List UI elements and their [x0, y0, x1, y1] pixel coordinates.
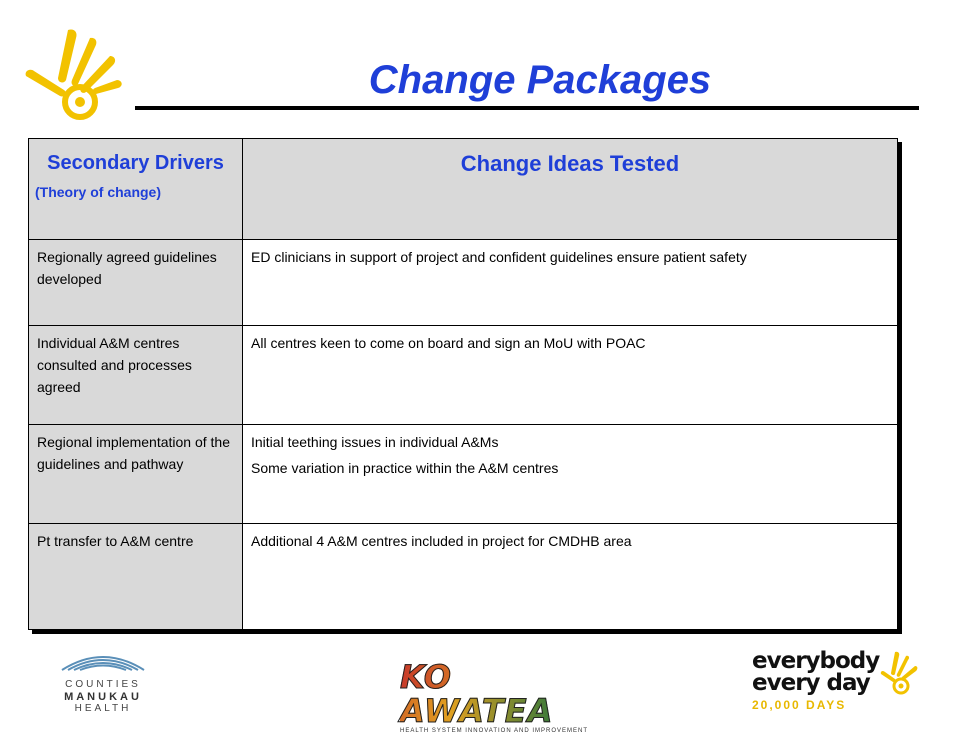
header-secondary-drivers-title: Secondary Drivers: [47, 152, 224, 174]
header-change-ideas: Change Ideas Tested: [243, 139, 898, 240]
ideas-cell: [243, 425, 898, 524]
ko-awatea-text: KO AWATEA: [400, 658, 554, 730]
table-header-row: [29, 139, 898, 240]
hand-small-icon: [879, 650, 919, 696]
idea-text: All centres keen to come on board and sign an MoU with POAC: [251, 335, 646, 351]
title-divider: [135, 106, 919, 110]
hand-logo-icon: [22, 28, 137, 123]
ideas-cell: [243, 326, 898, 425]
ko-awatea-tagline: HEALTH SYSTEM INNOVATION AND IMPROVEMENT: [400, 728, 589, 734]
idea-text: Additional 4 A&M centres included in project for CMDHB area: [251, 533, 632, 549]
change-packages-table: [28, 138, 898, 630]
driver-cell: Individual A&M centres consulted and processes agreed: [29, 326, 243, 425]
cm-line1: COUNTIES: [65, 679, 141, 690]
ideas-cell: [243, 240, 898, 326]
page-title: Change Packages: [368, 58, 712, 102]
table-row: [29, 326, 898, 425]
ed-line2: every day: [752, 670, 870, 696]
ko-awatea-logo: [400, 658, 590, 734]
idea-text: Some variation in practice within the A&M centres: [251, 460, 559, 476]
idea-text: Initial teething issues in individual A&Ms: [251, 434, 499, 450]
header-secondary-drivers-subtitle: (Theory of change): [35, 184, 162, 200]
driver-cell: Pt transfer to A&M centre: [29, 524, 243, 630]
ideas-cell: [243, 524, 898, 630]
cm-line2: MANUKAU: [64, 691, 142, 703]
everybody-every-day-logo: [752, 650, 942, 716]
driver-cell: Regional implementation of the guidelines and pathway: [29, 425, 243, 524]
table-row: [29, 425, 898, 524]
wave-icon: [58, 648, 148, 674]
ko-awatea-wordmark: [400, 660, 590, 728]
ed-days-text: 20,000 DAYS: [752, 698, 847, 712]
cm-line3: HEALTH: [74, 703, 132, 714]
driver-cell: Regionally agreed guidelines developed: [29, 240, 243, 326]
ed-line1: everybody: [752, 648, 880, 674]
table-row: [29, 524, 898, 630]
idea-text: ED clinicians in support of project and confident guidelines ensure patient safety: [251, 249, 747, 265]
table-row: [29, 240, 898, 326]
counties-manukau-health-logo: [58, 648, 148, 714]
header-secondary-drivers: [29, 139, 243, 240]
